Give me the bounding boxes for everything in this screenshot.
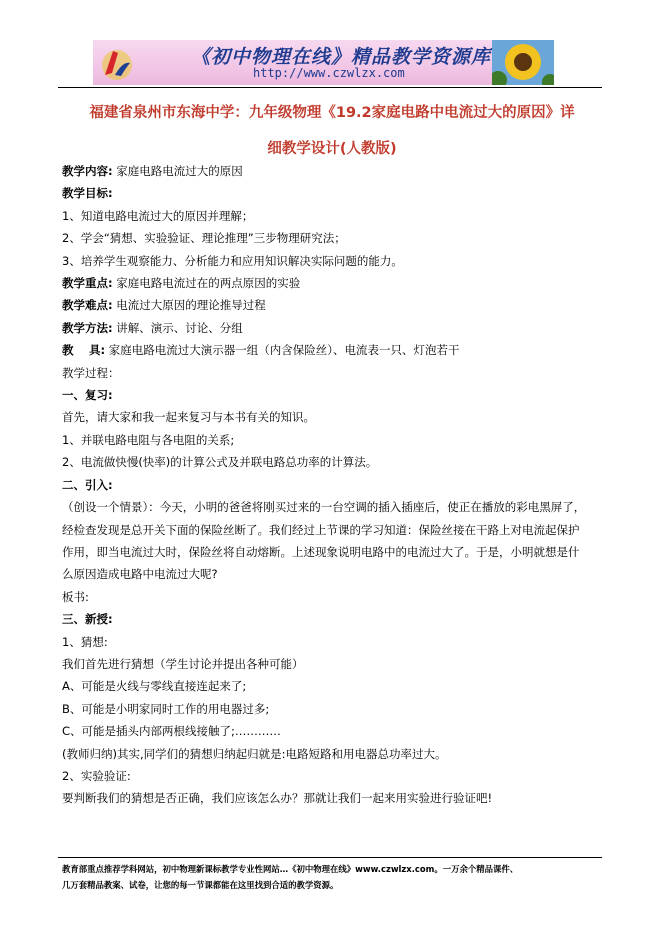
review-intro: 首先，请大家和我一起来复习与本书有关的知识。 (62, 410, 315, 425)
method-value: 讲解、演示、讨论、分组 (116, 320, 243, 335)
banner-url[interactable]: http://www.czwlzx.com (253, 66, 405, 80)
key-label: 教学重点: (62, 276, 113, 291)
guess-intro: 我们首先进行猜想（学生讨论并提出各种可能） (62, 656, 304, 671)
tools-row (62, 339, 607, 361)
footer-divider (58, 857, 602, 858)
site-logo-icon (97, 43, 137, 83)
guess-subheading: 1、猜想: (62, 634, 108, 649)
difficulty-value: 电流过大原因的理论推导过程 (116, 298, 266, 313)
section-heading-intro: 二、引入: (62, 477, 113, 492)
goals-row (62, 182, 607, 204)
guess-item: B、可能是小明家同时工作的用电器过多; (62, 701, 270, 716)
banner-title: 《初中物理在线》精品教学资源库 (191, 46, 492, 68)
guess-item: A、可能是火线与零线直接连起来了; (62, 679, 247, 694)
goal-item: 1、知道电路电流过大的原因并理解； (62, 208, 254, 223)
review-item: 1、并联电路电阻与各电阻的关系; (62, 432, 235, 447)
goals-label: 教学目标: (62, 186, 113, 201)
document-body (62, 160, 607, 810)
section-heading-review: 一、复习: (62, 388, 113, 403)
method-row (62, 317, 607, 339)
footer-line-2: 几万套精品教案、试卷，让您的每一节课都能在这里找到合适的教学资源。 (62, 880, 339, 890)
title-line-1: 福建省泉州市东海中学：九年级物理《19.2家庭电路中电流过大的原因》详 (89, 105, 575, 121)
key-value: 家庭电路电流过在的两点原因的实验 (116, 276, 301, 291)
experiment-subheading: 2、实验验证: (62, 768, 131, 783)
content-value: 家庭电路电流过大的原因 (116, 164, 243, 178)
document-title (62, 95, 602, 167)
process-label: 教学过程： (62, 365, 120, 380)
tools-label: 教 具: (62, 343, 106, 358)
difficulty-label: 教学难点: (62, 298, 113, 313)
intro-paragraph: （创设一个情景）：今天，小明的爸爸将刚买过来的一台空调的插入插座后，使正在播放的彩电黑屏了，经检查发现是总开关下面的保险丝断了。我们经过上节课的学习知道：保险丝接在干路上对电流起保护作用，即当电流过大时，保险丝将自动熔断。上述现象说明电路中的电流过大了。于是，小明就想是什么原因造成电路中电流过大呢? (62, 500, 586, 582)
goal-item: 2、学会“猜想、实验验证、理论推理”三步物理研究法； (62, 231, 346, 246)
experiment-line: 要判断我们的猜想是否正确，我们应该怎么办？那就让我们一起来用实验进行验证吧! (62, 791, 493, 806)
sunflower-icon (492, 40, 554, 85)
key-row (62, 272, 607, 294)
page-footer (62, 861, 607, 893)
header-divider (58, 87, 602, 88)
teacher-summary: (教师归纳)其实,同学们的猜想归纳起归就是:电路短路和用电器总功率过大。 (62, 746, 447, 761)
review-item: 2、电流做快慢(快率)的计算公式及并联电路总功率的计算法。 (62, 455, 378, 470)
content-label: 教学内容: (62, 164, 113, 178)
guess-item: C、可能是插头内部两根线接触了;………… (62, 724, 281, 739)
goal-item: 3、培养学生观察能力、分析能力和应用知识解决实际问题的能力。 (62, 253, 403, 268)
header-banner (93, 40, 554, 85)
section-heading-new: 三、新授: (62, 612, 113, 627)
content-row (62, 160, 607, 182)
footer-line-1: 教育部重点推荐学科网站，初中物理新课标教学专业性网站…《初中物理在线》www.czwlzx.com。一万余个精品课件、 (62, 864, 519, 874)
title-line-2: 细教学设计(人教版) (267, 141, 397, 157)
method-label: 教学方法: (62, 320, 113, 335)
tools-value: 家庭电路电流过大演示器一组（内含保险丝）、电流表一只、灯泡若干 (108, 343, 460, 358)
difficulty-row (62, 294, 607, 316)
board-label: 板书: (62, 589, 89, 604)
